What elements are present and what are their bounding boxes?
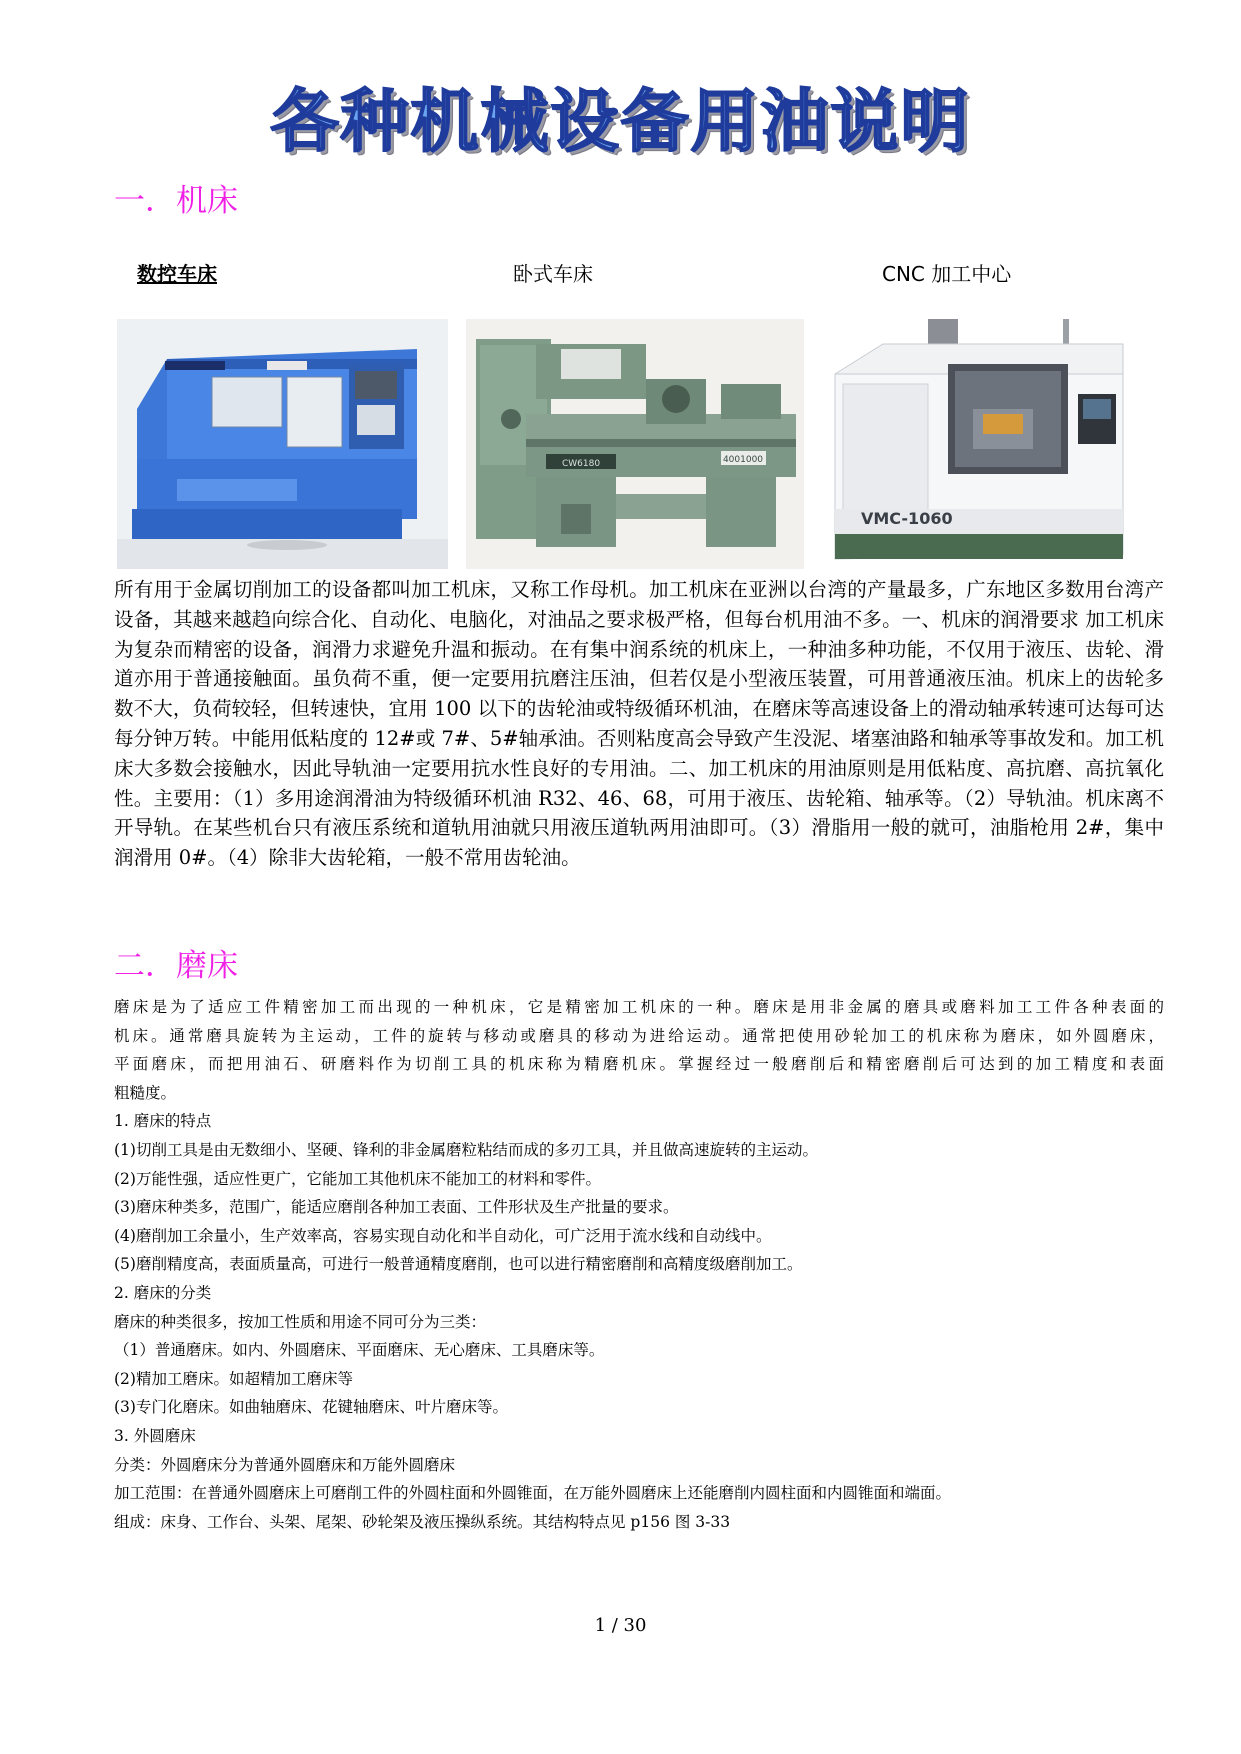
caption-cnc-lathe: 数控车床 (137, 262, 217, 286)
text-line: （1）普通磨床。如内、外圆磨床、平面磨床、无心磨床、工具磨床等。 (114, 1341, 605, 1360)
machining-center-photo (823, 319, 1142, 569)
caption-cnc-machining-center: CNC 加工中心 (882, 262, 1012, 286)
text-line: 加工范围：在普通外圆磨床上可磨削工件的外圆柱面和外圆锥面，在万能外圆磨床上还能磨削内圆柱面和内圆锥面和端面。 (114, 1484, 952, 1503)
lathe-nameplate: CW6180 (561, 459, 601, 469)
grinder-section-body (114, 994, 1164, 1537)
caption-horizontal-lathe: 卧式车床 (513, 262, 593, 286)
machine-tools-paragraph: 所有用于金属切削加工的设备都叫加工机床，又称工作母机。加工机床在亚洲以台湾的产量最多，广东地区多数用台湾产设备，其越来越趋向综合化、自动化、电脑化，对油品之要求极严格，但每台机用油不多。一、机床的润滑要求 加工机床为复杂而精密的设备，润滑力求避免升温和振动。在有集中润系统的机床上，一种油多种功能，不仅用于液压、齿轮、滑道亦用于普通接触面。虽负荷不重，便一定要用抗磨注压油，但若仅是小型液压装置，可用普通液压油。机床上的齿轮多数不大，负荷较轻，但转速快，宜用 100 以下的齿轮油或特级循环机油，在磨床等高速设备上的滑动轴承转速可达每可达每分钟万转。中能用低粘度的 12#或 7#、5#轴承油。否则粘度高会导致产生没泥、堵塞油路和轴承等事故发和。加工机床大多数会接触水，因此导轨油一定要用抗水性良好的专用油。二、加工机床的用油原则是用低粘度、高抗磨、高抗氧化性。主要用：（1）多用途润滑油为特级循环机油 R32、46、68，可用于液压、齿轮箱、轴承等。（2）导轨油。机床离不开导轨。在某些机台只有液压系统和道轨用油就只用液压道轨两用油即可。（3）滑脂用一般的就可，油脂枪用 2#，集中润滑用 0#。（4）除非大齿轮箱，一般不常用齿轮油。 (114, 578, 1164, 870)
text-line: 机床。通常磨具旋转为主运动，工件的旋转与移动或磨具的移动为进给运动。通常把使用砂轮加工的机床称为磨床，如外圆磨床， (114, 1026, 1164, 1045)
text-line: 粗糙度。 (114, 1083, 177, 1102)
text-line: (4)磨削加工余量小，生产效率高，容易实现自动化和半自动化，可广泛用于流水线和自动线中。 (114, 1226, 772, 1245)
text-line: (2)精加工磨床。如超精加工磨床等 (114, 1369, 353, 1388)
cnc-lathe-photo (117, 319, 448, 569)
vmc-model-label: VMC-1060 (861, 509, 953, 528)
text-line: 组成：床身、工作台、头架、尾架、砂轮架及液压操纵系统。其结构特点见 p156 图 3-33 (114, 1512, 731, 1531)
section-heading-grinders: 二．磨床 (114, 948, 238, 984)
document-title: 各种机械设备用油说明 (270, 83, 971, 162)
text-line: (5)磨削精度高，表面质量高，可进行一般普通精度磨削，也可以进行精密磨削和高精度级磨削加工。 (114, 1255, 803, 1274)
text-line: (3)专门化磨床。如曲轴磨床、花键轴磨床、叶片磨床等。 (114, 1398, 508, 1417)
text-line: (1)切削工具是由无数细小、坚硬、锋利的非金属磨粒粘结而成的多刃工具，并且做高速旋转的主运动。 (114, 1140, 818, 1159)
text-line: 3. 外圆磨床 (114, 1426, 196, 1445)
text-line: 分类：外圆磨床分为普通外圆磨床和万能外圆磨床 (114, 1455, 456, 1474)
horizontal-lathe-photo (466, 319, 804, 569)
text-line: 磨床的种类很多，按加工性质和用途不同可分为三类： (114, 1312, 487, 1331)
text-line: 1. 磨床的特点 (114, 1112, 212, 1131)
text-line: (2)万能性强，适应性更广，它能加工其他机床不能加工的材料和零件。 (114, 1169, 601, 1188)
text-line: (3)磨床种类多，范围广，能适应磨削各种加工表面、工件形状及生产批量的要求。 (114, 1198, 679, 1217)
lathe-model-label: 4001000 (722, 455, 764, 465)
text-line: 磨床是为了适应工件精密加工而出现的一种机床，它是精密加工机床的一种。磨床是用非金属的磨具或磨料加工工件各种表面的 (114, 998, 1164, 1016)
page-number: 1 / 30 (594, 1615, 647, 1636)
text-line: 2. 磨床的分类 (114, 1283, 212, 1302)
section-heading-machine-tools: 一．机床 (114, 183, 238, 219)
text-line: 平面磨床，而把用油石、研磨料作为切削工具的机床称为精磨机床。掌握经过一般磨削后和精密磨削后可达到的加工精度和表面 (114, 1055, 1164, 1074)
